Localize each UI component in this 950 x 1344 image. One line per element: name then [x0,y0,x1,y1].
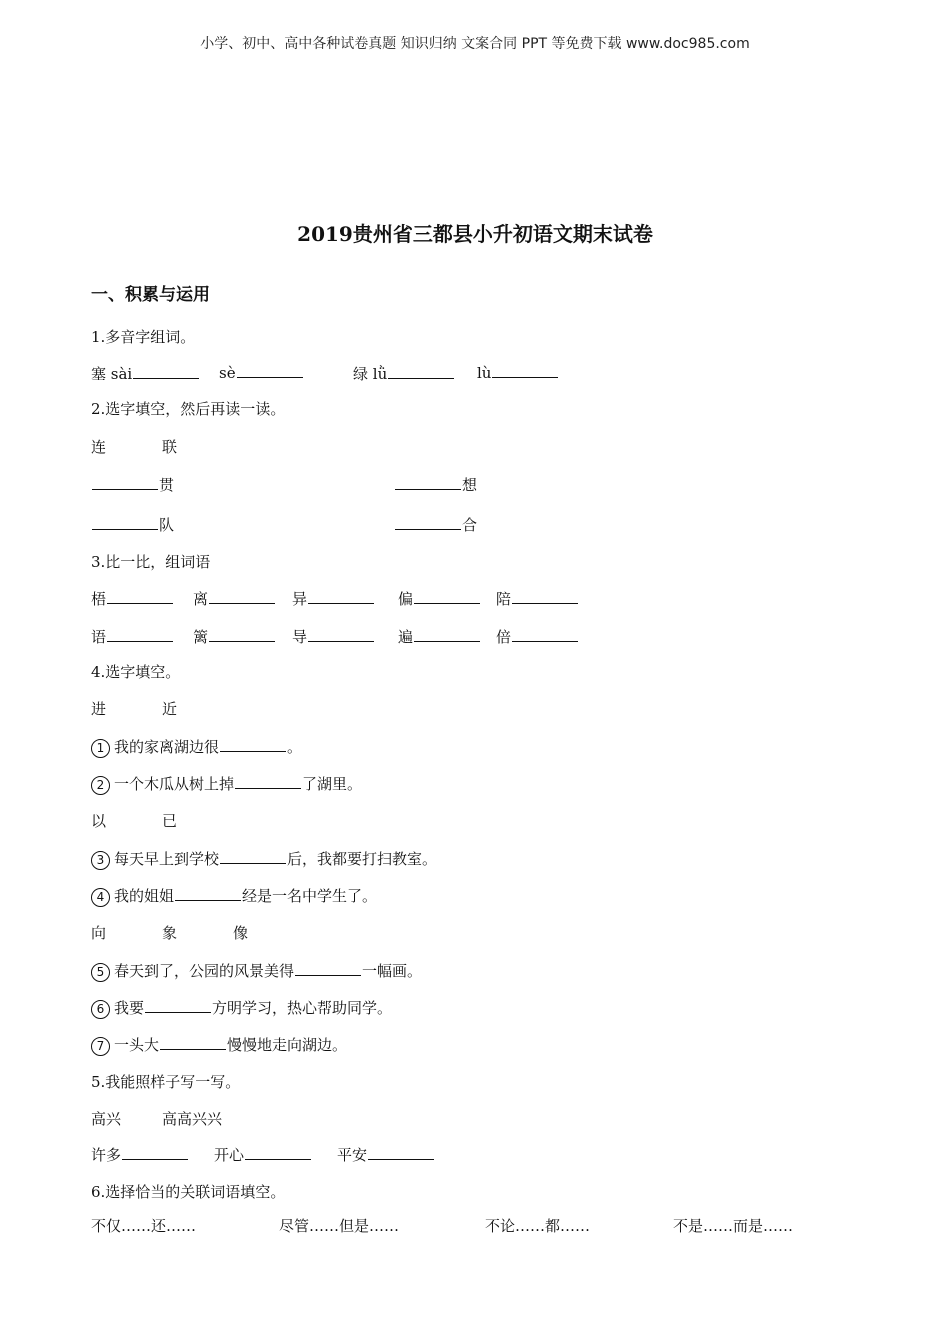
word-item: 偏 [398,588,481,609]
question-1-item: sè [219,363,304,382]
question-5-prompt: 5.我能照样子写一写。 [91,1073,241,1091]
answer-blank[interactable] [512,627,578,642]
example-word: 高兴 [91,1110,122,1128]
answer-blank[interactable] [220,737,286,752]
circled-number: 1 [91,739,110,758]
word-item: 梧 [91,588,174,609]
circled-number: 5 [91,963,110,982]
answer-blank[interactable] [209,627,275,642]
example-word: 高高兴兴 [162,1110,223,1128]
answer-blank[interactable] [414,627,480,642]
page-header: 小学、初中、高中各种试卷真题 知识归纳 文案合同 PPT 等免费下载 www.doc985.com [200,36,750,52]
circled-number: 6 [91,1000,110,1019]
sentence-item: 1 我的家离湖边很 。 [91,736,302,758]
sentence-item: 7 一头大 慢慢地走向湖边。 [91,1034,347,1056]
circled-number: 7 [91,1037,110,1056]
answer-blank[interactable] [492,363,558,378]
question-1-item: 塞 sài [91,363,200,384]
answer-blank[interactable] [245,1145,311,1160]
question-4-prompt: 4.选字填空。 [91,663,181,681]
answer-blank[interactable] [308,627,374,642]
answer-blank[interactable] [92,475,158,490]
answer-blank[interactable] [107,627,173,642]
choice-char: 以 [91,812,107,830]
question-2-prompt: 2.选字填空，然后再读一读。 [91,400,286,418]
sentence-item: 2 一个木瓜从树上掉 了湖里。 [91,773,362,795]
answer-blank[interactable] [237,363,303,378]
sentence-item: 6 我要 方明学习，热心帮助同学。 [91,997,392,1019]
answer-blank[interactable] [512,589,578,604]
fill-item: 想 [394,474,477,495]
answer-blank[interactable] [175,886,241,901]
answer-blank[interactable] [295,961,361,976]
question-1-item: 绿 lǜ [353,363,455,384]
answer-blank[interactable] [92,515,158,530]
answer-blank[interactable] [145,998,211,1013]
sentence-item: 3 每天早上到学校 后，我都要打扫教室。 [91,848,437,870]
option-item: 不是……而是…… [673,1217,794,1235]
answer-blank[interactable] [368,1145,434,1160]
word-item: 平安 [337,1144,435,1165]
choice-char: 近 [162,700,178,718]
question-1-item: lù [477,363,559,382]
option-item: 不论……都…… [485,1217,591,1235]
page-title: 2019贵州省三都县小升初语文期末试卷 [297,222,653,246]
answer-blank[interactable] [395,475,461,490]
answer-blank[interactable] [160,1035,226,1050]
answer-blank[interactable] [414,589,480,604]
answer-blank[interactable] [308,589,374,604]
answer-blank[interactable] [235,774,301,789]
word-item: 离 [193,588,276,609]
word-item: 倍 [496,626,579,647]
word-item: 导 [292,626,375,647]
choice-char: 进 [91,700,107,718]
fill-item: 贯 [91,474,174,495]
question-1-prompt: 1.多音字组词。 [91,328,196,346]
word-item: 许多 [91,1144,189,1165]
choice-char: 象 [162,924,178,942]
answer-blank[interactable] [122,1145,188,1160]
fill-item: 合 [394,514,477,535]
word-item: 语 [91,626,174,647]
word-item: 陪 [496,588,579,609]
word-item: 篱 [193,626,276,647]
answer-blank[interactable] [388,364,454,379]
answer-blank[interactable] [395,515,461,530]
circled-number: 4 [91,888,110,907]
option-item: 尽管……但是…… [279,1217,400,1235]
answer-blank[interactable] [107,589,173,604]
answer-blank[interactable] [209,589,275,604]
answer-blank[interactable] [133,364,199,379]
answer-blank[interactable] [220,849,286,864]
choice-char: 联 [162,438,178,456]
section-heading: 一、积累与运用 [91,285,210,305]
choice-char: 向 [91,924,107,942]
choice-char: 已 [162,812,178,830]
fill-item: 队 [91,514,174,535]
sentence-item: 4 我的姐姐 经是一名中学生了。 [91,885,377,907]
circled-number: 3 [91,851,110,870]
word-item: 遍 [398,626,481,647]
circled-number: 2 [91,776,110,795]
word-item: 异 [292,588,375,609]
question-3-prompt: 3.比一比，组词语 [91,553,211,571]
sentence-item: 5 春天到了，公园的风景美得 一幅画。 [91,960,422,982]
word-item: 开心 [214,1144,312,1165]
choice-char: 连 [91,438,107,456]
choice-char: 像 [233,924,249,942]
option-item: 不仅……还…… [91,1217,197,1235]
question-6-prompt: 6.选择恰当的关联词语填空。 [91,1183,286,1201]
